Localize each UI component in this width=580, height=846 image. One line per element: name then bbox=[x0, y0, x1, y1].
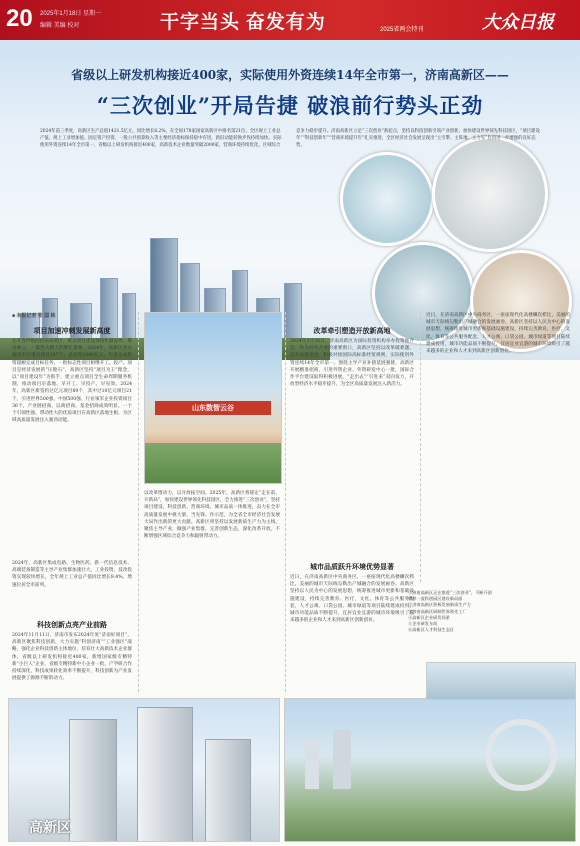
aerial-city-photo bbox=[284, 698, 576, 842]
section-text-projects: 在开春伊始的济南高新区，重点项目建设现场机器轰鸣、塔吊林立，一派热火朝天的繁忙景象。2024年，高新区共实施省市区重点项目187个，总投资2080亿元，年度完成投资超额完成目标任务，一批标志性项目相继开工、投产。项目是经济发展的“压舱石”，高新区坚持“项目为王”理念，以“项目建设年”为抓手，建立重点项目全生命周期服务机制，推动项目早落地、早开工、早投产、早见效。2024年，高新区新签约过亿元项目89个，其中过10亿元项目21个，引进世界500强、中国500强、行业领军企业投资项目36个，产业链招商、以商招商、基金招商成效明显。一个个引领性强、带动性大的优质项目在高新区落地生根，为区域高质量发展注入强劲动能。 bbox=[12, 339, 132, 424]
park-gate-sign: 山东数智云谷 bbox=[155, 401, 271, 415]
page-number: 20 bbox=[6, 5, 33, 32]
section-text-reform: 2024年3月26日，济南高新区为国际投资机构举办投资推介会。作为对外开放的重要窗口，高新区坚持以改革破难题、以开放促发展，积极对接国际高标准经贸规则，实际使用外资连续14年全市第一。围绕主导产业补链延链强链，高新区开展精准招商，引进外资企业、外资研发中心一批，国际合作平台建设取得积极进展，“走出去”“引进来”双向发力，开放型经济水平稳步提升，为全区高质量发展注入新活力。 bbox=[290, 339, 414, 388]
article-title: “三次创业”开局告捷 破浪前行势头正劲 bbox=[96, 93, 484, 118]
section-text-outlook: 近日，在济南高新区中央商务区，一座座现代化高楼鳞次栉比，美丽的城市天际线勾勒出产城融合的发展画卷。高新区坚持以人民为中心的发展思想，统筹推进城市更新和基础设施建设，持续完善教育、医疗、文化、体育等公共服务配套，人才公寓、口袋公园、城市绿道等项目陆续建成投用，城市功能品质不断提升，宜居宜业宜游的城市环境吸引了越来越多的企业和人才来到高新区创新创业。 bbox=[426, 313, 570, 355]
caption-item: ①济南高新区正在推进“三次创业”，不断开创 bbox=[408, 590, 492, 595]
section-text-innovation: 2024年11月11日，济南市发布2024年度“济南好项目”。高新区聚焦科技创新，大力实施“科创济南”“工业强区”战略，强化企业科技创新主体地位，培育壮大高新技术企业群体，省级以上研发机构接近400家，新增国家级专精特新“小巨人”企业、省级专精特新中小企业一批，产学研合作持续深化，科技成果转化效率不断提升，科技创新为产业发展提供了源源不断的动力。 bbox=[12, 633, 132, 682]
caption-item: ④高新区企业研发场景 bbox=[408, 614, 450, 620]
caption-item: ③济南高新区研制世界领先工厂 bbox=[408, 608, 467, 614]
column-divider bbox=[285, 312, 286, 692]
article-subtitle: 省级以上研发机构接近400家，实际使用外资连续14年全市第一，济南高新区—— bbox=[71, 68, 509, 82]
lab-photo-circle bbox=[340, 152, 434, 246]
building-sign: 高新区 bbox=[29, 820, 71, 836]
header-editor: 编辑 美编 校对 bbox=[40, 23, 80, 29]
header-date: 2025年1月18日 星期一 bbox=[40, 11, 102, 17]
header-subtitle: 2025省两会特刊 bbox=[380, 27, 424, 33]
section-text-projects-2: 2024年，高新区集成电路、生物医药、新一代信息技术、高端装备制造等主导产业集群加速壮大，工业投资、技改投资实现较快增长，全年规上工业总产值同比增长8.4%，增速位居全市前列。 bbox=[12, 561, 132, 588]
article-lead: 2024年前三季度，高新区生产总值1421.5亿元，同比增长6.2%，在全国178家国家高新区中排名第21位。全区规上工业总产值、规上工业增加值、固定资产投资、一般公共预算收入等主要经济指标保持稳中有进，新旧动能转换步伐持续加快。实际使用外资连续14年全市第一，省级以上研发机构接近400家，高新技术企业数量突破2000家，营商环境持续优化，区域综合竞争力稳步提升。济南高新区立足“三次创业”新起点，坚持以科技创新引领产业创新，加快建设世界领先科技园区，“项目建设年”“科技创新年”“营商环境提升年”扎实推进，全区经济社会发展呈现出“主引擎、主阵地、主力军”作用进一步增强的良好态势。 bbox=[40, 129, 540, 148]
factory-photo-circle bbox=[432, 136, 548, 252]
section-text-city: 近日，在济南高新区中央商务区，一座座现代化高楼鳞次栉比，美丽的城市天际线勾勒出产城融合的发展画卷。高新区坚持以人民为中心的发展思想，统筹推进城市更新和基础设施建设，持续完善教育、医疗、文化、体育等公共服务配套，人才公寓、口袋公园、城市绿道等项目陆续建成投用，城市功能品质不断提升，宜居宜业宜游的城市环境吸引了越来越多的企业和人才来到高新区创新创业。 bbox=[290, 575, 414, 624]
newspaper-logo: 大众日报 bbox=[482, 12, 554, 32]
headquarters-photo bbox=[8, 698, 280, 842]
caption-item: ②济南高新区积极发展新质生产力 bbox=[408, 602, 471, 608]
column-divider bbox=[138, 312, 139, 692]
caption-item: 世界一流科创园区建设新局面 bbox=[408, 596, 463, 602]
park-overview-photo bbox=[426, 662, 576, 700]
section-heading-projects: 项目加速冲刺发展新高度 bbox=[33, 326, 111, 335]
section-heading-reform: 改革牵引塑造开放新高地 bbox=[313, 326, 391, 335]
caption-item: ⑤企业研发车间 bbox=[408, 621, 438, 627]
photo-captions bbox=[408, 590, 568, 658]
section-heading-city: 城市品质跃升环境优势显著 bbox=[310, 562, 394, 571]
section-text-innovation-continued: 以改革增动力，以开放拓空间。2025年，高新区将锚定“走在前、开新局”，加快建设世界领先科技园区，全力推进“三次创业”，坚持项目建设、科技创新、营商环境、城市品质一体推进，奋力在全市高质量发展中挑大梁、当先锋、作示范，为全省全市经济社会发展大局作出新的更大贡献。高新区将坚持以发展新质生产力为主线，聚焦主导产业，做强产业集群，完善创新生态，深化改革开放，不断增强区域综合竞争力和辐射带动力。 bbox=[144, 491, 280, 540]
column-divider bbox=[420, 312, 421, 582]
article-byline: ■ 本报记者 张 国 栋 bbox=[12, 313, 56, 319]
caption-item: ⑥高新区人才科技生态区 bbox=[408, 627, 455, 633]
section-heading-innovation: 科技创新点亮产业前路 bbox=[37, 620, 107, 629]
park-gate-photo bbox=[144, 312, 282, 484]
header-slogan: 干字当头 奋发有为 bbox=[160, 12, 326, 33]
